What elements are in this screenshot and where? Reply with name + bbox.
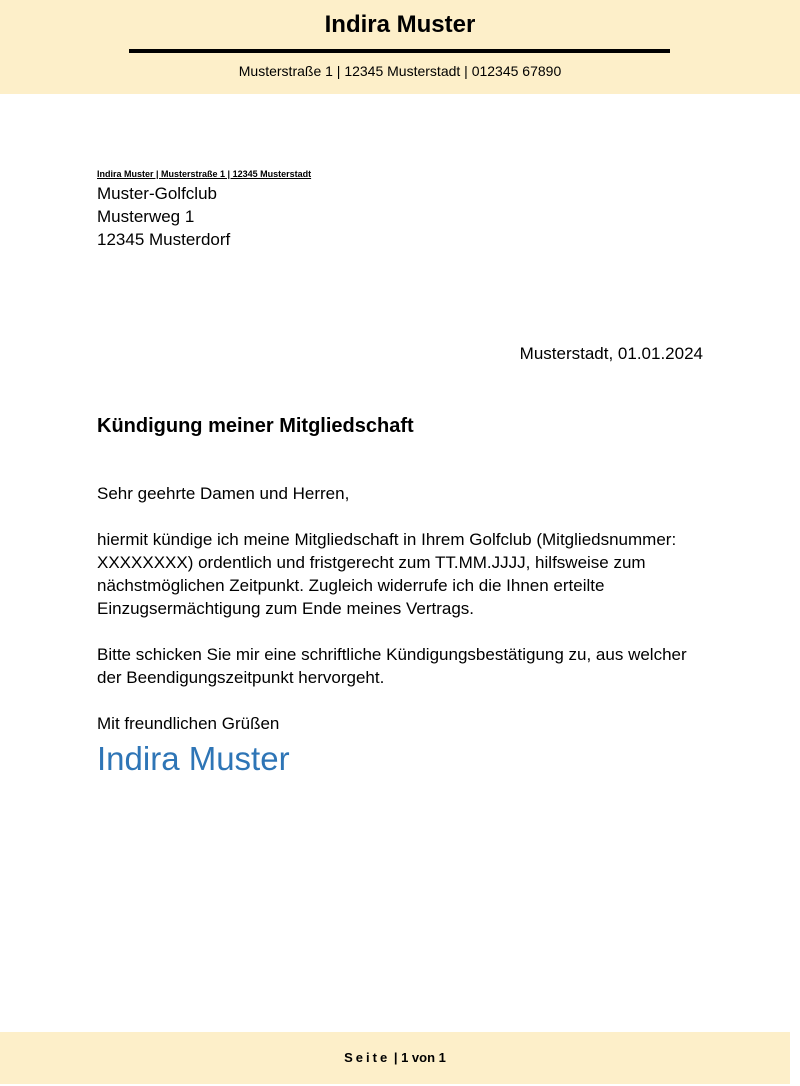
page-separator: | [393,1050,398,1065]
page-number: 1 von 1 [401,1050,446,1065]
letterhead-divider [129,49,670,53]
closing-phrase: Mit freundlichen Grüßen [97,714,280,733]
body-paragraph-confirmation: Bitte schicken Sie mir eine schriftliche Kündigungsbestätigung zu, aus welcher der Beendigungszeitpunkt hervorgeht. [97,645,687,687]
letterhead-contact: Musterstraße 1 | 12345 Musterstadt | 012345 67890 [238,63,562,79]
signature: Indira Muster [97,740,290,777]
page-footer [0,1050,790,1066]
recipient-address [97,182,230,251]
letterhead-name: Indira Muster [324,11,476,38]
place-date: Musterstadt, 01.01.2024 [519,344,703,363]
body-paragraph-cancellation: hiermit kündige ich meine Mitgliedschaft in Ihrem Golfclub (Mitgliedsnummer: XXXXXXXX) ordentlich und fristgerecht zum TT.MM.JJJJ, hilfsweise zum nächstmöglichen Zeitpunkt. Zugleich widerrufe ich die Ihnen erteilte Einzugsermächtigung zum Ende meines Vertrags. [97,530,677,618]
recipient-name: Muster-Golfclub [97,184,217,203]
recipient-city: 12345 Musterdorf [97,230,231,249]
letter-subject: Kündigung meiner Mitgliedschaft [97,415,414,437]
letter-body [97,482,707,758]
sender-return-address: Indira Muster | Musterstraße 1 | 12345 Musterstadt [97,169,312,179]
recipient-street: Musterweg 1 [97,207,195,226]
page-label: Seite [344,1050,391,1065]
salutation: Sehr geehrte Damen und Herren, [97,484,350,503]
